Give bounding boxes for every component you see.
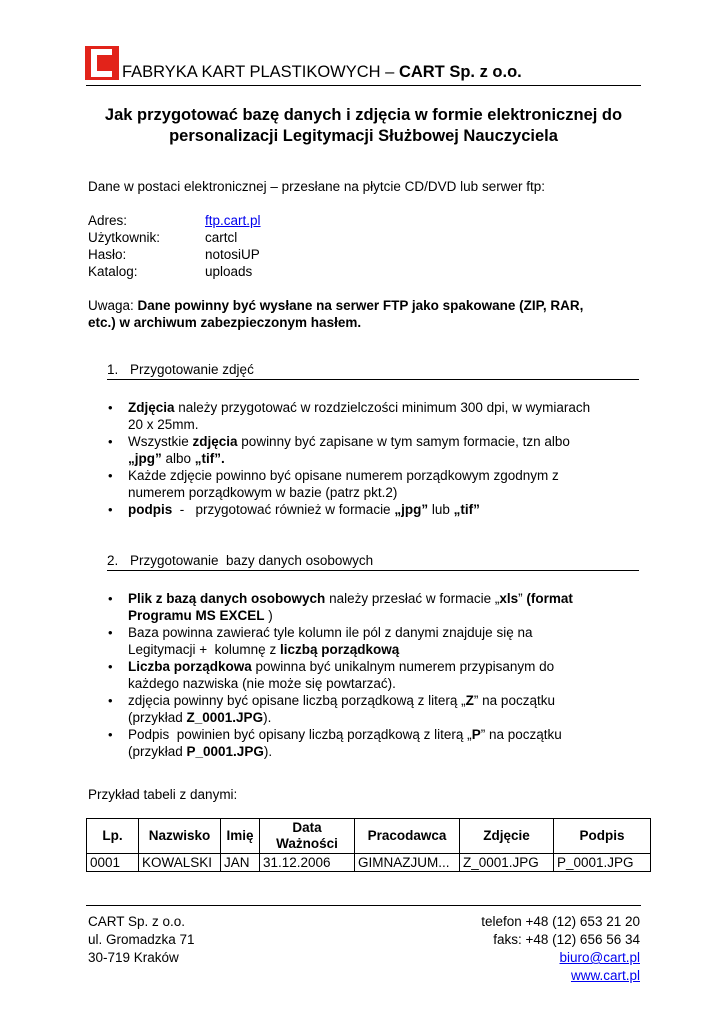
example-table	[86, 818, 651, 872]
col-data: Data Ważności	[260, 819, 355, 854]
section-2-heading: 2. Przygotowanie bazy danych osobowych	[107, 553, 639, 571]
ftp-address-row: Adres: ftp.cart.pl	[88, 213, 261, 228]
col-zdjecie: Zdjęcie	[460, 819, 554, 854]
col-nazwisko: Nazwisko	[139, 819, 221, 854]
list-item: • Baza powinna zawierać tyle kolumn ile pól z danymi znajduje się na Legitymacji + kolumnę z liczbą porządkową	[106, 624, 646, 658]
table-row: 0001 KOWALSKI JAN 31.12.2006 GIMNAZJUM... Z_0001.JPG P_0001.JPG	[87, 854, 651, 872]
col-podpis: Podpis	[554, 819, 651, 854]
ftp-address-link[interactable]: ftp.cart.pl	[205, 213, 261, 228]
example-label: Przykład tabeli z danymi:	[88, 787, 238, 802]
table-header-row	[87, 819, 651, 854]
section-2-list	[106, 590, 646, 760]
list-item: • Zdjęcia należy przygotować w rozdzielczości minimum 300 dpi, w wymiarach 20 x 25mm.	[106, 399, 646, 433]
col-pracodawca: Pracodawca	[355, 819, 460, 854]
company-name: FABRYKA KART PLASTIKOWYCH – CART Sp. z o.o.	[122, 63, 522, 81]
col-imie: Imię	[221, 819, 260, 854]
section-1-heading: 1. Przygotowanie zdjęć	[107, 362, 639, 380]
list-item: • Plik z bazą danych osobowych należy przesłać w formacie „xls” (format Programu MS EXCEL )	[106, 590, 646, 624]
website-link[interactable]: www.cart.pl	[570, 968, 640, 983]
section-1-list	[106, 399, 646, 518]
footer-divider	[86, 905, 641, 906]
list-item: • Podpis powinien być opisany liczbą porządkową z literą „P” na początku (przykład P_0001.JPG).	[106, 726, 646, 760]
header-divider	[86, 85, 641, 86]
list-item: • Wszystkie zdjęcia powinny być zapisane w tym samym formacie, tzn albo „jpg” albo „tif”.	[106, 433, 646, 467]
footer-contact: telefon +48 (12) 653 21 20 faks: +48 (12) 656 56 34 biuro@cart.pl www.cart.pl	[481, 914, 640, 983]
col-lp: Lp.	[87, 819, 139, 854]
warning-note: Uwaga: Dane powinny być wysłane na serwer FTP jako spakowane (ZIP, RAR, etc.) w archiwum zabezpieczonym hasłem.	[88, 298, 584, 330]
cart-logo	[85, 46, 119, 80]
ftp-directory-row: Katalog: uploads	[88, 264, 253, 279]
ftp-user-row: Użytkownik: cartcl	[88, 230, 238, 245]
list-item: • zdjęcia powinny być opisane liczbą porządkową z literą „Z” na początku (przykład Z_0001.JPG).	[106, 692, 646, 726]
footer-address: CART Sp. z o.o. ul. Gromadzka 71 30-719 Kraków	[88, 914, 195, 965]
document-title: Jak przygotować bazę danych i zdjęcia w formie elektronicznej do personalizacji Legitymacji Służbowej Nauczyciela	[104, 106, 623, 145]
email-link[interactable]: biuro@cart.pl	[559, 950, 640, 965]
list-item: • Liczba porządkowa powinna być unikalnym numerem przypisanym do każdego nazwiska (nie może się powtarzać).	[106, 658, 646, 692]
list-item: • Każde zdjęcie powinno być opisane numerem porządkowym zgodnym z numerem porządkowym w bazie (patrz pkt.2)	[106, 467, 646, 501]
intro-text: Dane w postaci elektronicznej – przesłane na płytcie CD/DVD lub serwer ftp:	[88, 179, 545, 194]
list-item: • podpis - przygotować również w formacie „jpg” lub „tif”	[106, 501, 646, 518]
ftp-password-row: Hasło: notosiUP	[88, 247, 260, 262]
